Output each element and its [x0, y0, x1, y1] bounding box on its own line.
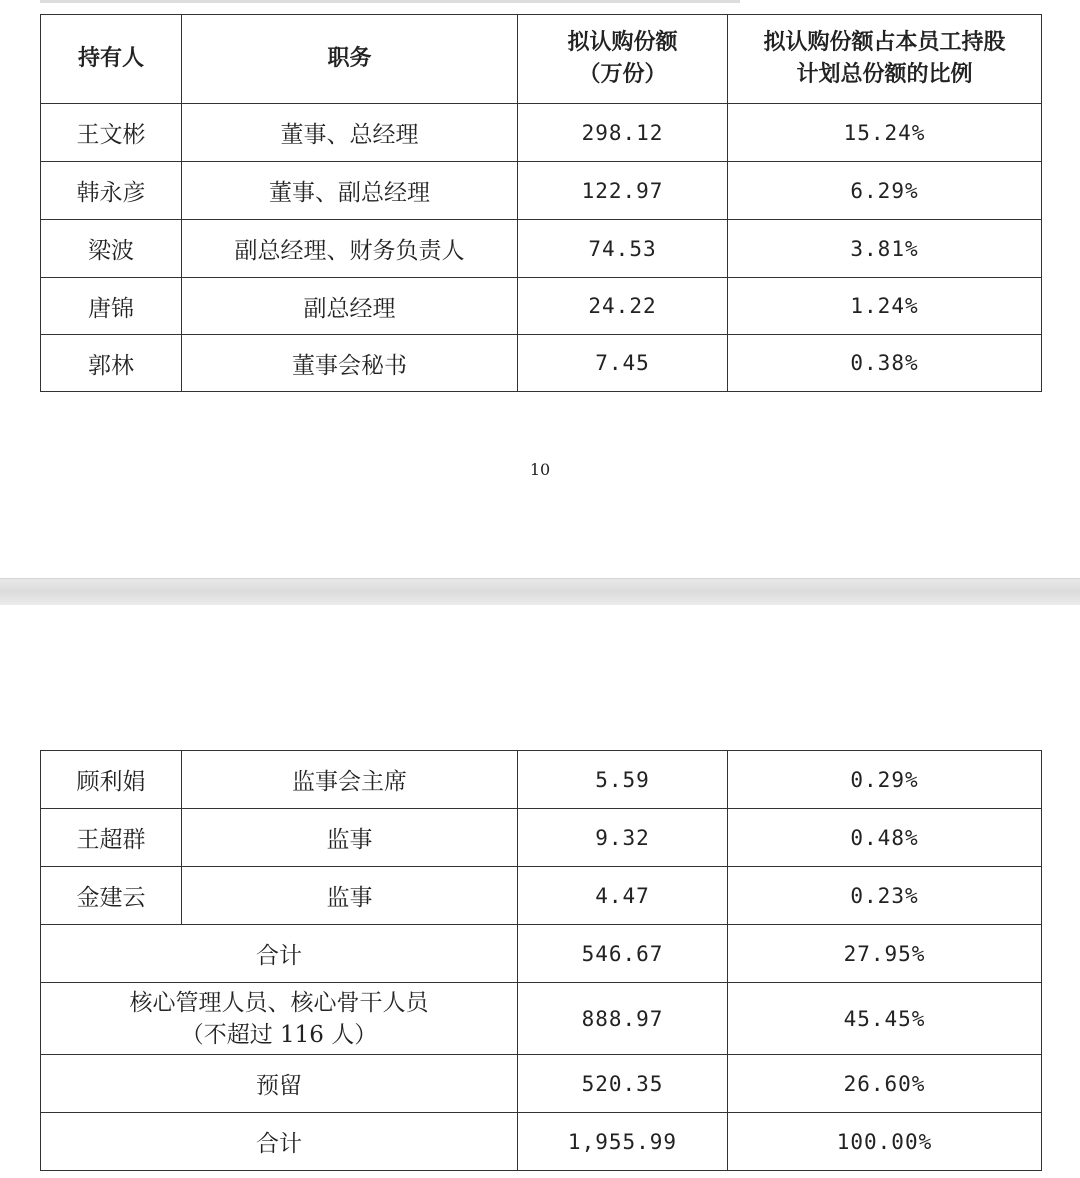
subtotal-row — [41, 925, 1042, 983]
core-staff-label-line2: （不超过 116 人） — [180, 1021, 378, 1048]
table-row — [41, 867, 1042, 925]
ratio-cell: 6.29% — [728, 162, 1042, 220]
page-number: 10 — [529, 460, 551, 479]
shares-cell: 7.45 — [518, 335, 728, 392]
holdings-table-upper — [40, 14, 1042, 392]
ratio-cell: 0.29% — [728, 751, 1042, 809]
core-staff-label-line1: 核心管理人员、核心骨干人员 — [129, 989, 429, 1016]
table-row — [41, 278, 1042, 335]
table-row — [41, 104, 1042, 162]
shares-cell: 122.97 — [518, 162, 728, 220]
position-cell: 董事会秘书 — [182, 335, 518, 392]
header-position: 职务 — [182, 15, 518, 104]
holder-cell: 顾利娟 — [41, 751, 182, 809]
holder-cell: 郭林 — [41, 335, 182, 392]
position-cell: 监事 — [182, 809, 518, 867]
total-label: 合计 — [41, 1113, 518, 1171]
reserved-ratio: 26.60% — [728, 1055, 1042, 1113]
position-cell: 副总经理、财务负责人 — [182, 220, 518, 278]
subtotal-ratio: 27.95% — [728, 925, 1042, 983]
ratio-cell: 0.48% — [728, 809, 1042, 867]
header-ratio-line1: 拟认购份额占本员工持股 — [763, 30, 1006, 55]
table-row — [41, 751, 1042, 809]
position-cell: 董事、总经理 — [182, 104, 518, 162]
ratio-cell: 1.24% — [728, 278, 1042, 335]
position-cell: 董事、副总经理 — [182, 162, 518, 220]
core-staff-shares: 888.97 — [518, 983, 728, 1055]
reserved-shares: 520.35 — [518, 1055, 728, 1113]
header-holder: 持有人 — [41, 15, 182, 104]
document-page-lower — [0, 605, 1080, 1178]
holder-cell: 金建云 — [41, 867, 182, 925]
position-cell: 监事会主席 — [182, 751, 518, 809]
table-row — [41, 162, 1042, 220]
core-staff-row — [41, 983, 1042, 1055]
position-cell: 监事 — [182, 867, 518, 925]
holder-cell: 梁波 — [41, 220, 182, 278]
table-header-row — [41, 15, 1042, 104]
table-row — [41, 809, 1042, 867]
shares-cell: 9.32 — [518, 809, 728, 867]
shares-cell: 24.22 — [518, 278, 728, 335]
total-row — [41, 1113, 1042, 1171]
total-ratio: 100.00% — [728, 1113, 1042, 1171]
header-shares-line1: 拟认购份额 — [567, 30, 678, 55]
holder-cell: 王超群 — [41, 809, 182, 867]
header-shares — [518, 15, 728, 104]
document-page-upper — [0, 0, 1080, 578]
shares-cell: 298.12 — [518, 104, 728, 162]
shares-cell: 4.47 — [518, 867, 728, 925]
holder-cell: 韩永彦 — [41, 162, 182, 220]
header-ratio-line2: 计划总份额的比例 — [796, 62, 973, 87]
core-staff-label — [41, 983, 518, 1055]
subtotal-shares: 546.67 — [518, 925, 728, 983]
ratio-cell: 0.23% — [728, 867, 1042, 925]
core-staff-ratio: 45.45% — [728, 983, 1042, 1055]
holder-cell: 唐锦 — [41, 278, 182, 335]
cut-off-text-line — [40, 0, 740, 9]
ratio-cell: 15.24% — [728, 104, 1042, 162]
shares-cell: 5.59 — [518, 751, 728, 809]
reserved-label: 预留 — [41, 1055, 518, 1113]
page-separator — [0, 578, 1080, 606]
ratio-cell: 0.38% — [728, 335, 1042, 392]
subtotal-label: 合计 — [41, 925, 518, 983]
table-row — [41, 220, 1042, 278]
position-cell: 副总经理 — [182, 278, 518, 335]
table-row — [41, 335, 1042, 392]
shares-cell: 74.53 — [518, 220, 728, 278]
header-shares-line2: （万份） — [578, 62, 667, 87]
holdings-table-lower — [40, 750, 1042, 1171]
header-ratio — [728, 15, 1042, 104]
ratio-cell: 3.81% — [728, 220, 1042, 278]
total-shares: 1,955.99 — [518, 1113, 728, 1171]
reserved-row — [41, 1055, 1042, 1113]
holder-cell: 王文彬 — [41, 104, 182, 162]
